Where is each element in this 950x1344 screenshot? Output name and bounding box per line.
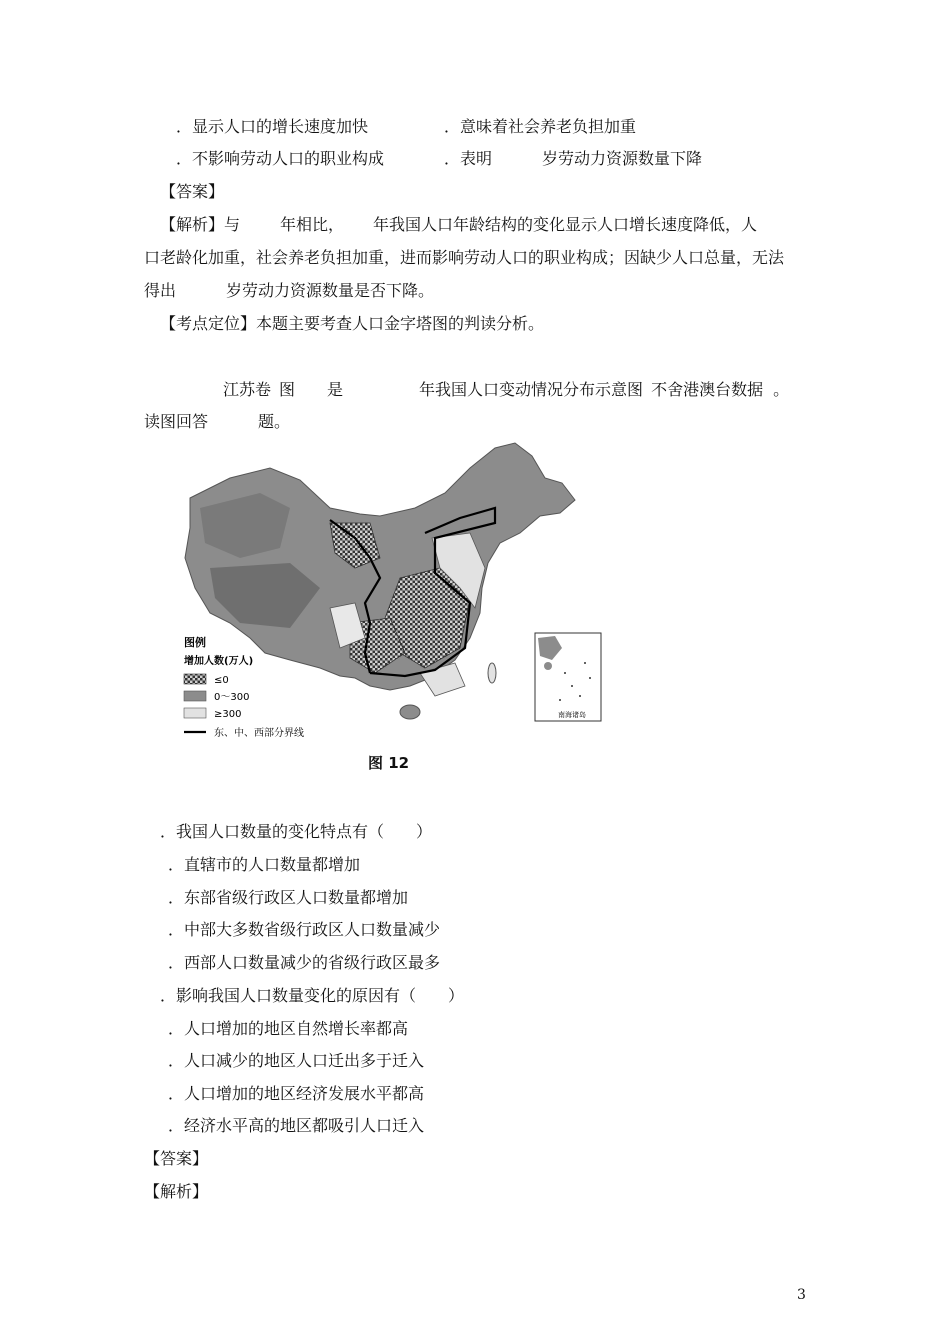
- analysis-line-3: 得出 岁劳动力资源数量是否下降。: [144, 281, 435, 300]
- q2-option-c: ．人口增加的地区经济发展水平都高: [168, 1084, 425, 1103]
- option-b: ．意味着社会养老负担加重: [444, 117, 637, 136]
- q1-option-c: ．中部大多数省级行政区人口数量减少: [168, 920, 441, 939]
- legend-swatch-increase: [184, 708, 206, 718]
- option-d: ．表明 岁劳动力资源数量下降: [444, 149, 703, 168]
- legend-item-2: ≥300: [214, 709, 242, 720]
- answer-label-prev: 【答案】: [160, 182, 225, 201]
- svg-text:南海诸岛: 南海诸岛: [558, 711, 586, 719]
- q1-stem: ．我国人口数量的变化特点有（ ）: [160, 822, 433, 841]
- q1-option-b: ．东部省级行政区人口数量都增加: [168, 888, 409, 907]
- legend-subtitle: 增加人数(万人): [184, 656, 254, 667]
- legend-boundary-label: 东、中、西部分界线: [214, 728, 304, 739]
- analysis-label: 【解析】: [144, 1182, 209, 1201]
- south-china-sea-inset: [535, 633, 601, 721]
- legend-item-1: 0～300: [214, 692, 250, 703]
- option-c: ．不影响劳动人口的职业构成: [176, 149, 385, 168]
- legend-item-0: ≤0: [214, 675, 229, 686]
- intro-line-2: 读图回答 题。: [144, 412, 291, 431]
- option-a: ．显示人口的增长速度加快: [176, 117, 369, 136]
- q2-option-a: ．人口增加的地区自然增长率都高: [168, 1019, 409, 1038]
- q2-option-b: ．人口减少的地区人口迁出多于迁入: [168, 1051, 425, 1070]
- q1-option-d: ．西部人口数量减少的省级行政区最多: [168, 953, 441, 972]
- kaodian-line: 【考点定位】本题主要考查人口金字塔图的判读分析。: [160, 314, 545, 333]
- legend-title: 图例: [184, 636, 206, 649]
- q2-option-d: ．经济水平高的地区都吸引人口迁入: [168, 1116, 425, 1135]
- analysis-line-2: 口老龄化加重，社会养老负担加重，进而影响劳动人口的职业构成；因缺少人口总量，无法: [144, 248, 785, 267]
- answer-label: 【答案】: [144, 1149, 209, 1168]
- legend-swatch-decrease: [184, 674, 206, 684]
- figure-caption: 图 12: [368, 754, 410, 772]
- page-number: 3: [797, 1287, 806, 1303]
- legend-swatch-mid: [184, 691, 206, 701]
- china-population-map: [170, 438, 606, 744]
- analysis-line-1: 【解析】与 年相比， 年我国人口年龄结构的变化显示人口增长速度降低，人: [160, 215, 758, 234]
- q2-stem: ．影响我国人口数量变化的原因有（ ）: [160, 986, 465, 1005]
- intro-line-1: 江苏卷 图 是 年我国人口变动情况分布示意图 不舍港澳台数据 。: [223, 380, 790, 399]
- q1-option-a: ．直辖市的人口数量都增加: [168, 855, 361, 874]
